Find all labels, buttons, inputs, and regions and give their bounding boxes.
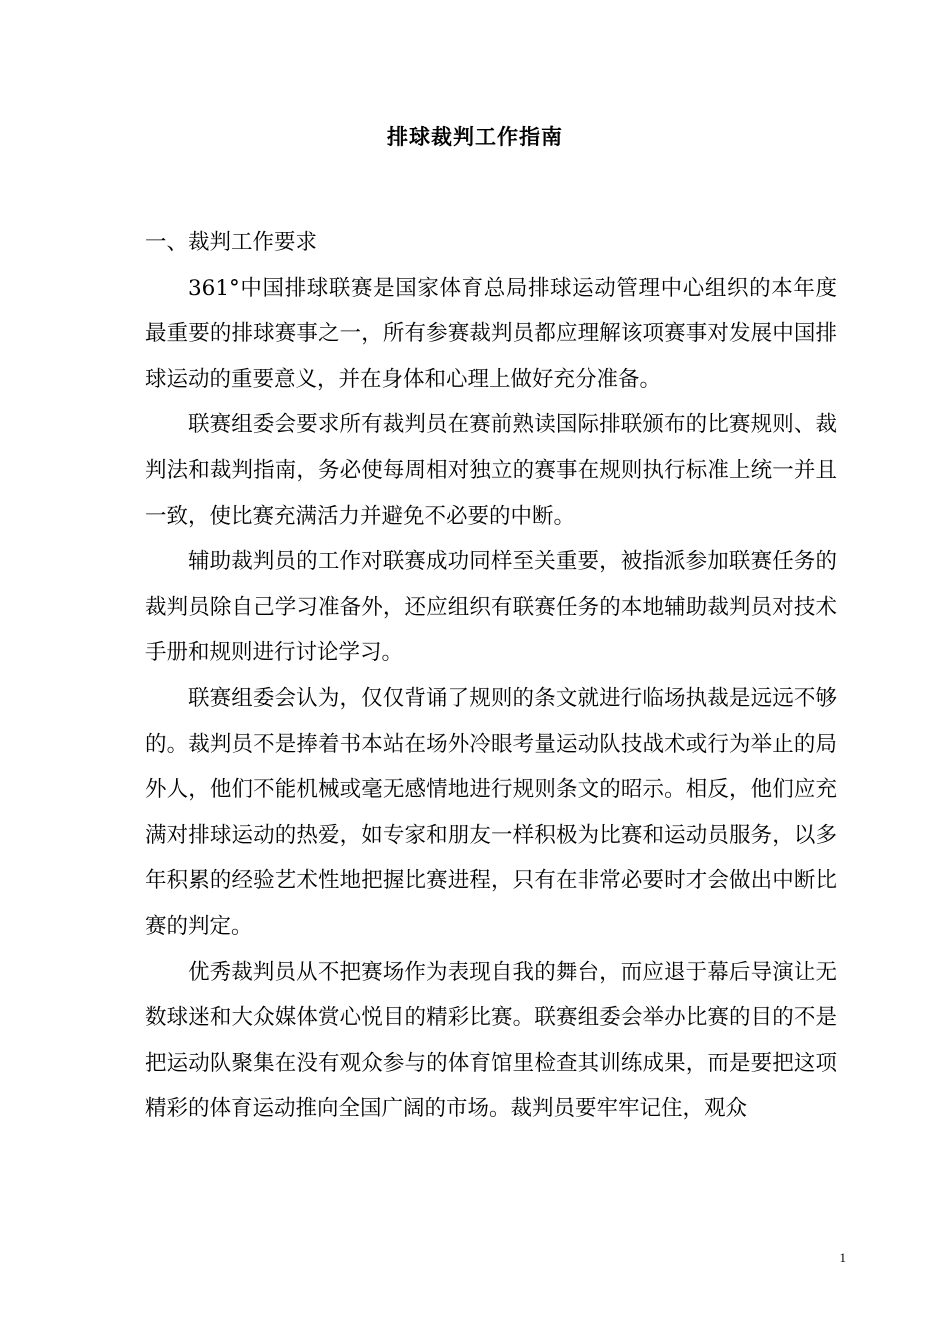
paragraph-4: 联赛组委会认为，仅仅背诵了规则的条文就进行临场执裁是远远不够的。裁判员不是捧着书本站在场外冷眼考量运动队技战术或行为举止的局外人，他们不能机械或毫无感情地进行规则条文的昭示。相反，他们应充满对排球运动的热爱，如专家和朋友一样积极为比赛和运动员服务，以多年积累的经验艺术性地把握比赛进程，只有在非常必要时才会做出中断比赛的判定。 (145, 685, 837, 939)
section-heading: 一、裁判工作要求 (145, 230, 318, 255)
document-title: 排球裁判工作指南 (387, 125, 563, 149)
document-body (145, 220, 837, 1132)
page-number: 1 (839, 1250, 846, 1265)
paragraph-5: 优秀裁判员从不把赛场作为表现自我的舞台，而应退于幕后导演让无数球迷和大众媒体赏心悦目的精彩比赛。联赛组委会举办比赛的目的不是把运动队聚集在没有观众参与的体育馆里检查其训练成果，而是要把这项精彩的体育运动推向全国广阔的市场。裁判员要牢牢记住，观众 (145, 959, 837, 1122)
paragraph-3: 辅助裁判员的工作对联赛成功同样至关重要，被指派参加联赛任务的裁判员除自己学习准备外，还应组织有联赛任务的本地辅助裁判员对技术手册和规则进行讨论学习。 (145, 549, 837, 666)
paragraph-1: 361°中国排球联赛是国家体育总局排球运动管理中心组织的本年度最重要的排球赛事之一，所有参赛裁判员都应理解该项赛事对发展中国排球运动的重要意义，并在身体和心理上做好充分准备。 (145, 275, 837, 392)
paragraph-2: 联赛组委会要求所有裁判员在赛前熟读国际排联颁布的比赛规则、裁判法和裁判指南，务必使每周相对独立的赛事在规则执行标准上统一并且一致，使比赛充满活力并避免不必要的中断。 (145, 412, 837, 529)
